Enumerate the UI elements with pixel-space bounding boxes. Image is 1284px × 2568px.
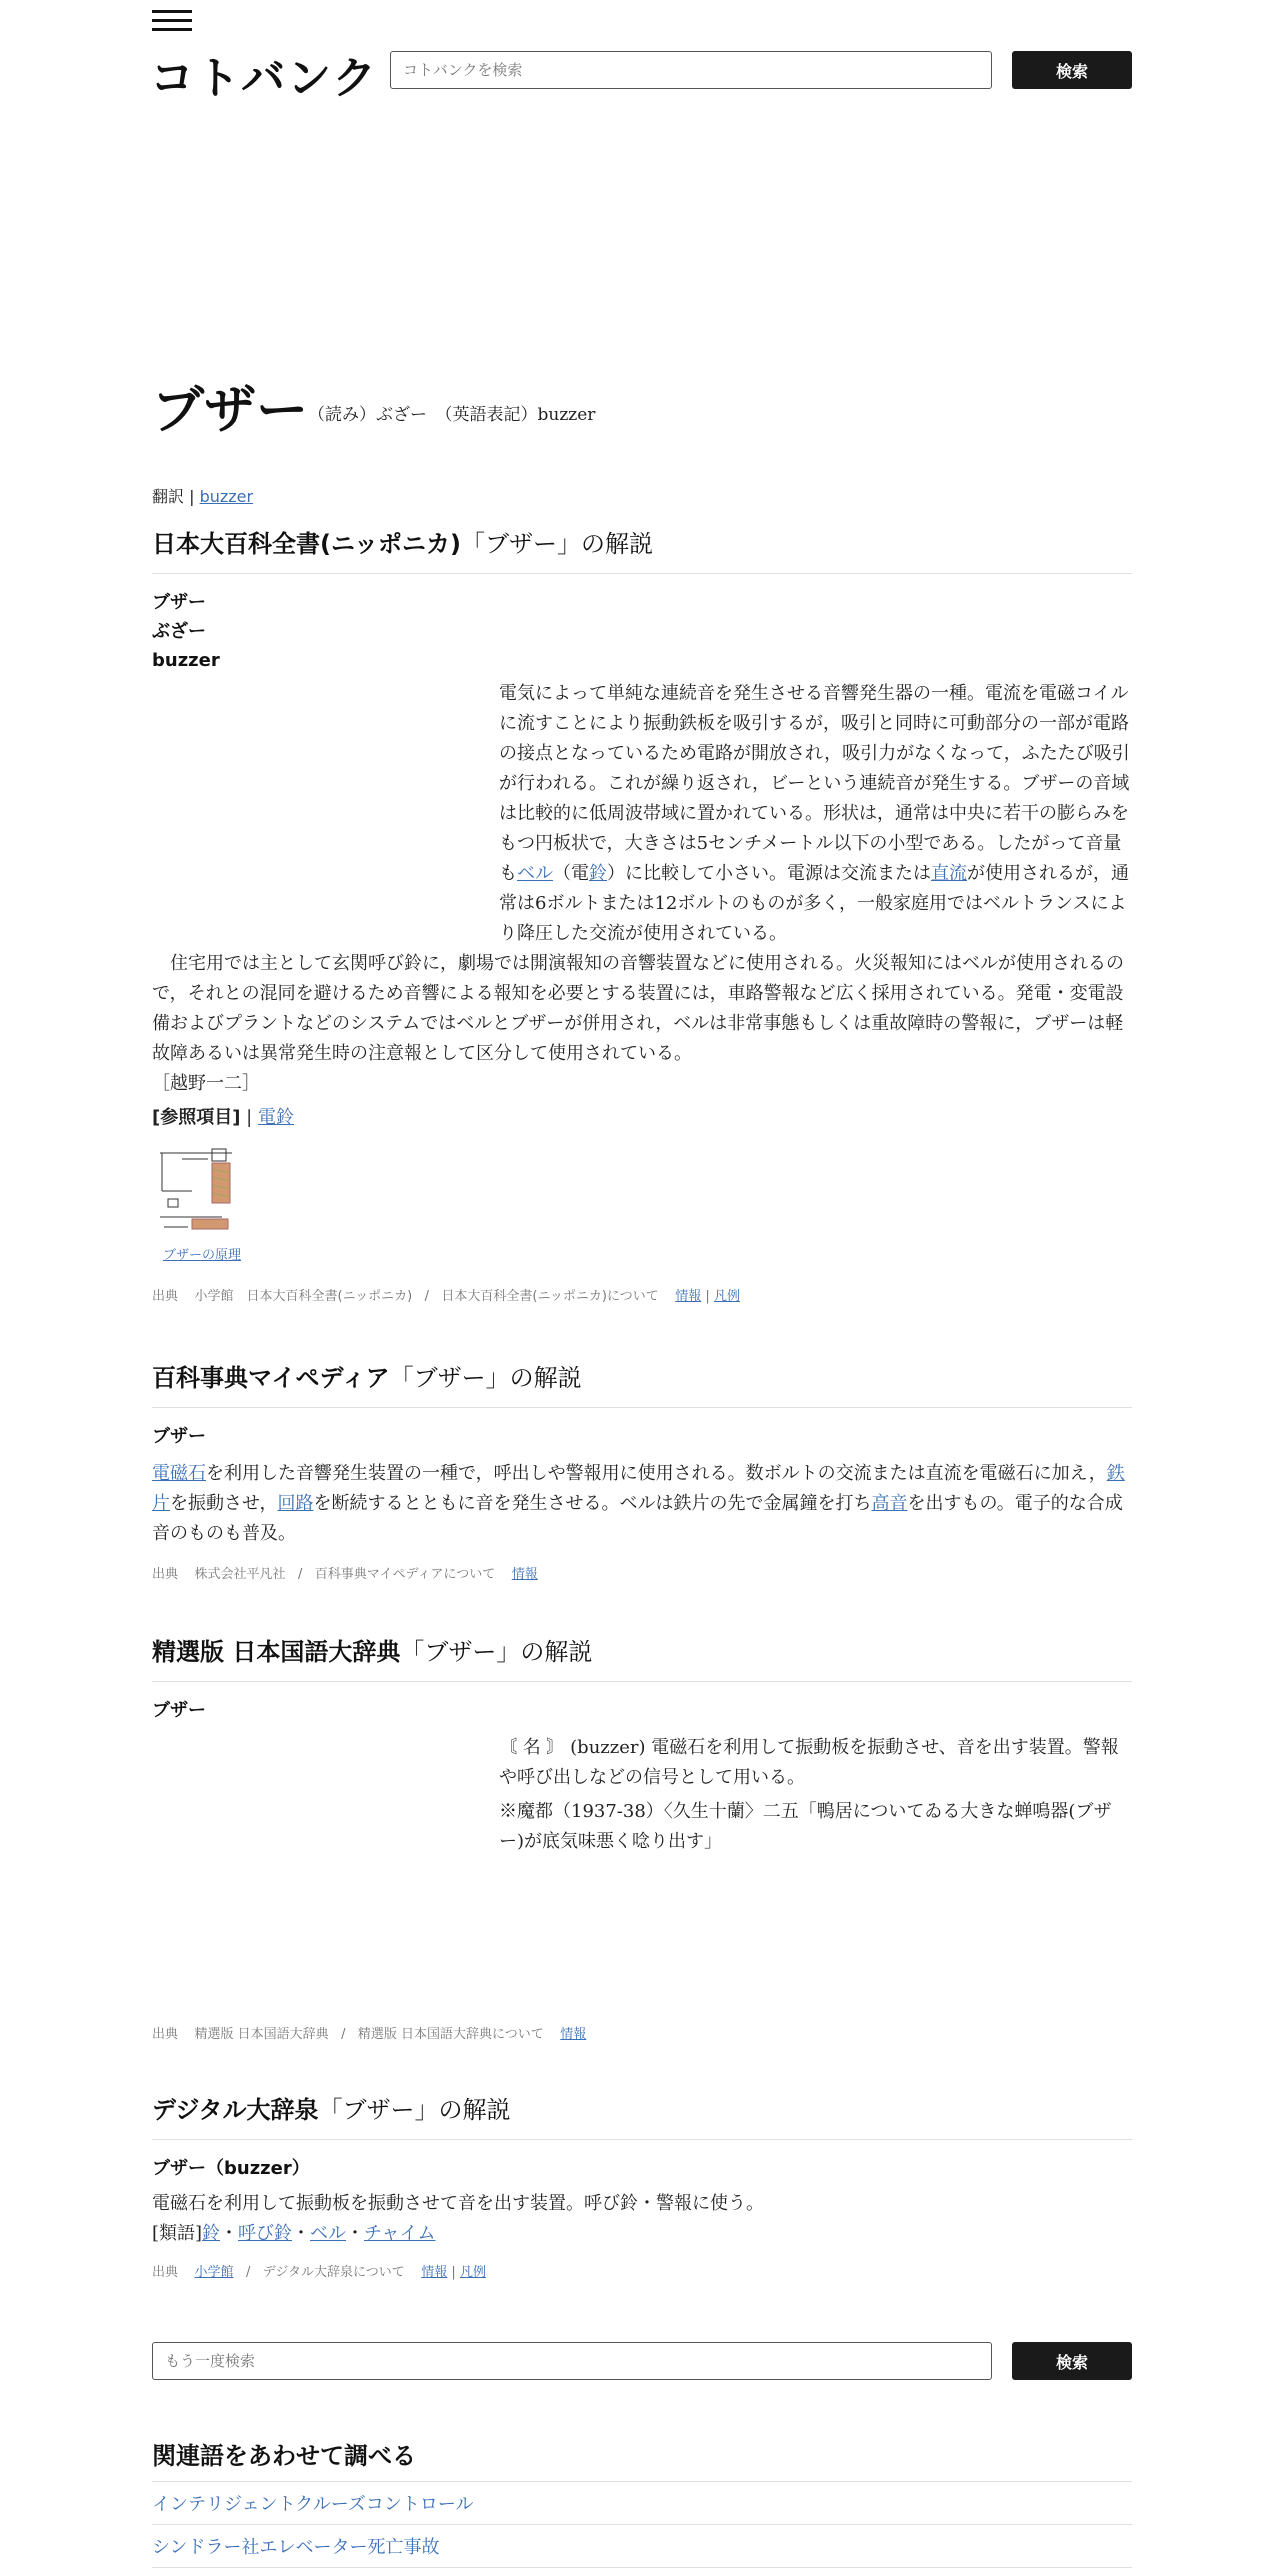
- search-button[interactable]: 検索: [1012, 51, 1132, 89]
- translation-link[interactable]: buzzer: [199, 487, 254, 506]
- related-link[interactable]: インテリジェントクルーズコントロール: [152, 2494, 474, 2515]
- related-heading: 関連語をあわせて調べる: [152, 2442, 416, 2470]
- translation-label: 翻訳 |: [152, 487, 195, 506]
- link-denjishaku[interactable]: 電磁石: [152, 1463, 206, 1484]
- link-teppen[interactable]: 鉄片: [152, 1463, 1125, 1514]
- related-section: [152, 2436, 1132, 2568]
- seisenban-quote: ※魔都（1937-38）〈久生十蘭〉二五「鴨居についてゐる大きな蝉鳴器(ブザー)が底気味悪く唸り出す」: [499, 1801, 1112, 1852]
- section-heading: 日本大百科全書(ニッポニカ)「ブザー」の解説: [152, 524, 1132, 574]
- source-line: 出典 小学館 / デジタル大辞泉について 情報 | 凡例: [152, 2265, 486, 2280]
- synonym-link-bell[interactable]: ベル: [310, 2223, 347, 2244]
- term-heading: ブザー: [152, 1700, 206, 1721]
- synonym-link-suzu[interactable]: 鈴: [202, 2223, 221, 2244]
- section-heading: 百科事典マイペディア「ブザー」の解説: [152, 1358, 1132, 1408]
- source-publisher-link[interactable]: 小学館: [194, 2265, 234, 2280]
- related-link[interactable]: シンドラー社エレベーター死亡事故: [152, 2537, 440, 2558]
- section-seisenban: [152, 1632, 1132, 2042]
- term-heading: ブザー: [152, 1426, 206, 1447]
- source-line: 出典 精選版 日本国語大辞典 / 精選版 日本国語大辞典について 情報: [152, 2027, 587, 2042]
- term-heading: ブザー: [152, 592, 206, 613]
- author: ［越野一二］: [152, 1073, 260, 1094]
- section-nipponica: [152, 524, 1132, 1304]
- translation-row: [152, 484, 253, 507]
- source-info-link[interactable]: 情報: [675, 1289, 702, 1304]
- section-heading: 精選版 日本国語大辞典「ブザー」の解説: [152, 1632, 1132, 1682]
- section-heading: デジタル大辞泉「ブザー」の解説: [152, 2090, 1132, 2140]
- nipponica-paragraph-1: 電気によって単純な連続音を発生させる音響発生器の一種。電流を電磁コイルに流すことにより振動鉄板を吸引するが，吸引と同時に可動部分の一部が電路の接点となっているため電路が開放され，吸引力がなくなって，ふたたび吸引が行われる。これが繰り返され，ビーという連続音が発生する。ブザーの音域は比較的に低周波帯域に置かれている。形状は，通常は中央に若干の膨らみをもつ円板状で，大きさは5センチメートル以下の小型である。したがって音量もベル（電鈴）に比較して小さい。電源は交流または直流が使用されるが，通常は6ボルトまたは12ボルトのものが多く，一般家庭用ではベルトランスにより降圧した交流が使用されている。: [499, 683, 1130, 944]
- link-dc[interactable]: 直流: [931, 863, 967, 884]
- source-legend-link[interactable]: 凡例: [459, 2265, 486, 2280]
- synonym-row: [類語]鈴・呼び鈴・ベル・チャイム: [152, 2223, 436, 2244]
- source-line: 出典 株式会社平凡社 / 百科事典マイペディアについて 情報: [152, 1567, 538, 1582]
- menu-icon[interactable]: [152, 10, 192, 32]
- bottom-search-button[interactable]: 検索: [1012, 2342, 1132, 2380]
- site-logo[interactable]: コトバンク: [150, 53, 379, 104]
- daijisen-definition: 電磁石を利用して振動板を振動させて音を出す装置。呼び鈴・警報に使う。: [152, 2193, 764, 2214]
- link-bell[interactable]: ベル: [517, 863, 553, 884]
- link-koon[interactable]: 高音: [871, 1493, 908, 1514]
- page-title: ブザー: [152, 381, 309, 441]
- nipponica-paragraph-2: 住宅用では主として玄関呼び鈴に，劇場では開演報知の音響装置などに使用される。火災報知にはベルが使用されるので，それとの混同を避けるため音響による報知を必要とする装置には，車路警報など広く採用されている。発電・変電設備およびプラントなどのシステムではベルとブザーが併用され，ベルは非常事態もしくは重故障時の警報に，ブザーは軽故障あるいは異常発生時の注意報として区分して使用されている。: [152, 953, 1124, 1064]
- title-reading: （読み）ぶざー （英語表記）buzzer: [308, 405, 596, 425]
- seisenban-definition: 〘 名 〙 (buzzer) 電磁石を利用して振動板を振動させ、音を出す装置。警報や呼び出しなどの信号として用いる。: [499, 1737, 1119, 1788]
- term-heading: ブザー（buzzer）: [152, 2158, 310, 2179]
- section-daijisen: [152, 2090, 1132, 2280]
- related-item[interactable]: [152, 2524, 1132, 2568]
- link-kairo[interactable]: 回路: [277, 1493, 314, 1514]
- related-item[interactable]: [152, 2481, 1132, 2524]
- link-rei[interactable]: 鈴: [589, 863, 607, 884]
- figure[interactable]: [152, 1139, 252, 1263]
- buzzer-diagram-image[interactable]: [152, 1139, 248, 1239]
- synonym-link-yobirin[interactable]: 呼び鈴: [238, 2223, 293, 2244]
- synonym-link-chime[interactable]: チャイム: [364, 2223, 436, 2244]
- source-legend-link[interactable]: 凡例: [713, 1289, 740, 1304]
- mypedia-paragraph: 電磁石を利用した音響発生装置の一種で，呼出しや警報用に使用される。数ボルトの交流または直流を電磁石に加え，鉄片を振動させ，回路を断続するとともに音を発生させる。ベルは鉄片の先で金属鐘を打ち高音を出すもの。電子的な合成音のものも普及。: [152, 1463, 1125, 1544]
- section-mypedia: [152, 1358, 1132, 1582]
- source-info-link[interactable]: 情報: [511, 1567, 538, 1582]
- bottom-search-input[interactable]: [152, 2342, 992, 2380]
- term-english: buzzer: [152, 650, 220, 671]
- term-reading: ぶざー: [152, 621, 206, 642]
- ref-link-denrei[interactable]: 電鈴: [257, 1107, 294, 1128]
- figure-caption[interactable]: ブザーの原理: [162, 1248, 241, 1263]
- source-info-link[interactable]: 情報: [421, 2265, 448, 2280]
- reference-row: [参照項目] | 電鈴: [152, 1107, 294, 1128]
- source-line: 出典 小学館 日本大百科全書(ニッポニカ) / 日本大百科全書(ニッポニカ)について 情報 | 凡例: [152, 1289, 740, 1304]
- source-info-link[interactable]: 情報: [560, 2027, 587, 2042]
- search-input[interactable]: [390, 51, 992, 89]
